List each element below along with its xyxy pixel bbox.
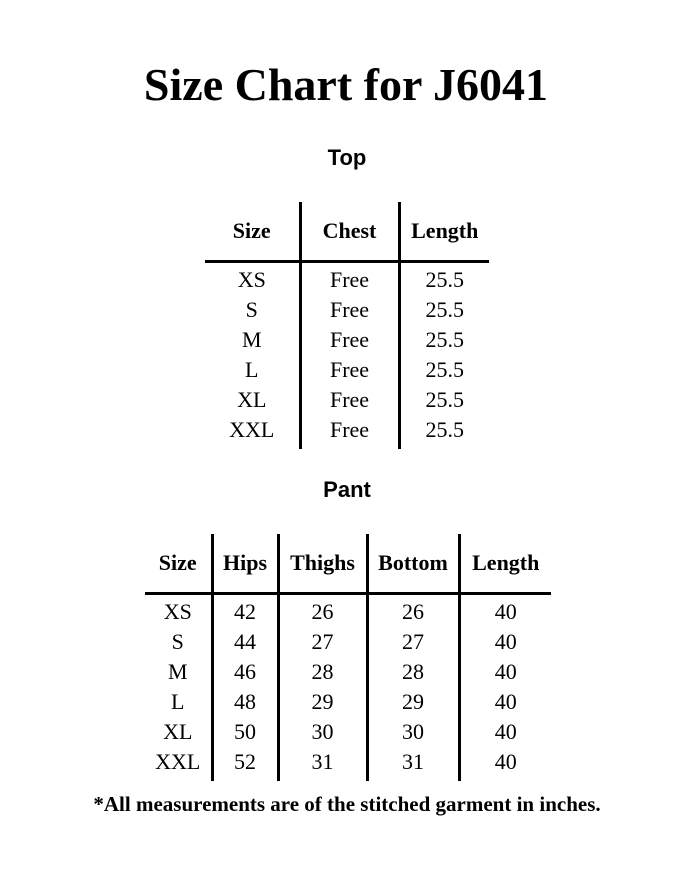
page-title: Size Chart for J6041 [143, 59, 549, 110]
thighs-cell: 28 [278, 657, 367, 687]
column-header-length: Length [399, 202, 489, 262]
thighs-cell: 31 [278, 747, 367, 781]
length-cell: 25.5 [399, 385, 489, 415]
chest-cell: Free [300, 355, 399, 385]
top-size-table [205, 202, 489, 449]
hips-cell: 50 [212, 717, 278, 747]
length-cell: 25.5 [399, 415, 489, 449]
hips-cell: 46 [212, 657, 278, 687]
thighs-cell: 30 [278, 717, 367, 747]
chest-cell: Free [300, 295, 399, 325]
table-row [205, 262, 489, 296]
length-cell: 40 [459, 717, 551, 747]
size-cell: XXL [155, 749, 201, 774]
thighs-cell: 26 [278, 594, 367, 628]
bottom-cell: 28 [367, 657, 459, 687]
column-header-hips: Hips [212, 534, 278, 594]
size-cell: L [171, 689, 185, 714]
column-header-thighs: Thighs [278, 534, 367, 594]
hips-cell: 42 [212, 594, 278, 628]
length-cell: 40 [459, 627, 551, 657]
size-cell: XS [237, 267, 266, 292]
hips-cell: 52 [212, 747, 278, 781]
table-row [205, 355, 489, 385]
top-section-title: Top [327, 145, 367, 170]
bottom-cell: 30 [367, 717, 459, 747]
size-cell: M [167, 659, 188, 684]
size-cell: M [241, 327, 262, 352]
bottom-cell: 29 [367, 687, 459, 717]
length-cell: 40 [459, 657, 551, 687]
measurement-footnote: *All measurements are of the stitched garment in inches. [93, 792, 601, 816]
table-row [205, 295, 489, 325]
hips-cell: 44 [212, 627, 278, 657]
hips-cell: 48 [212, 687, 278, 717]
column-header-size: Size [205, 202, 300, 262]
bottom-cell: 27 [367, 627, 459, 657]
chest-cell: Free [300, 385, 399, 415]
table-row [145, 594, 551, 628]
length-cell: 40 [459, 687, 551, 717]
chest-cell: Free [300, 262, 399, 296]
table-row [145, 627, 551, 657]
size-cell: XL [237, 387, 267, 412]
table-row [145, 657, 551, 687]
size-cell: S [171, 629, 184, 654]
chest-cell: Free [300, 415, 399, 449]
table-row [205, 385, 489, 415]
bottom-cell: 31 [367, 747, 459, 781]
length-cell: 25.5 [399, 355, 489, 385]
table-row [145, 747, 551, 781]
pant-section-title: Pant [323, 477, 371, 502]
column-header-chest: Chest [300, 202, 399, 262]
thighs-cell: 27 [278, 627, 367, 657]
size-cell: S [245, 297, 258, 322]
length-cell: 25.5 [399, 295, 489, 325]
table-header-row [145, 534, 551, 594]
thighs-cell: 29 [278, 687, 367, 717]
pant-size-table [145, 534, 551, 781]
length-cell: 25.5 [399, 262, 489, 296]
table-row [145, 687, 551, 717]
table-row [145, 717, 551, 747]
column-header-bottom: Bottom [367, 534, 459, 594]
size-cell: L [245, 357, 259, 382]
size-cell: XXL [229, 417, 275, 442]
table-header-row [205, 202, 489, 262]
length-cell: 40 [459, 747, 551, 781]
length-cell: 40 [459, 594, 551, 628]
size-cell: XS [163, 599, 192, 624]
chest-cell: Free [300, 325, 399, 355]
table-row [205, 325, 489, 355]
table-row [205, 415, 489, 449]
length-cell: 25.5 [399, 325, 489, 355]
bottom-cell: 26 [367, 594, 459, 628]
size-cell: XL [163, 719, 193, 744]
column-header-length: Length [459, 534, 551, 594]
column-header-size: Size [145, 534, 212, 594]
